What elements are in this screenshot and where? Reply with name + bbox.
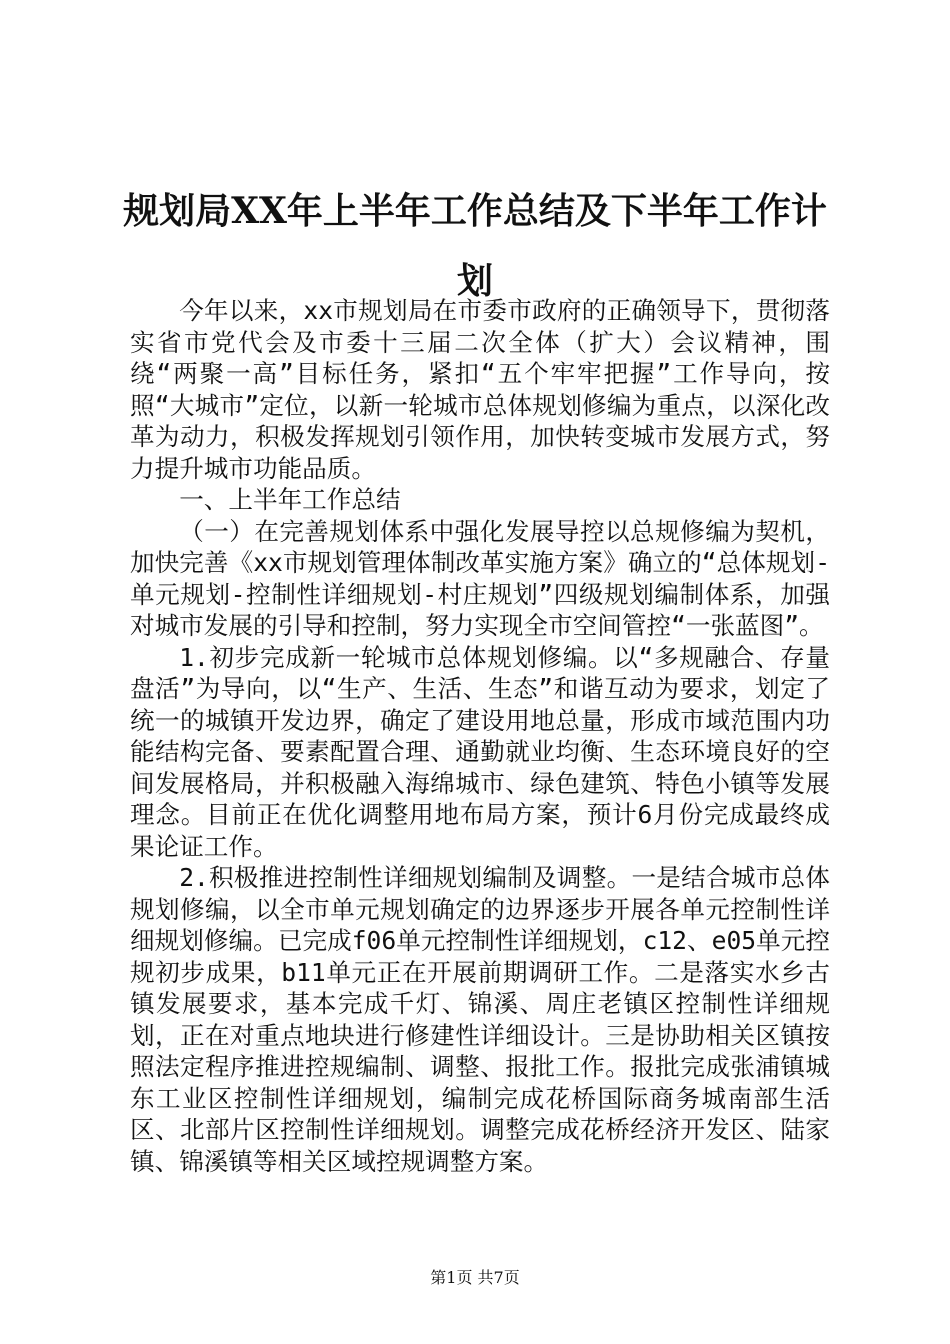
paragraph-intro: 今年以来，xx市规划局在市委市政府的正确领导下，贯彻落实省市党代会及市委十三届二次全体（扩大）会议精神，围绕“两聚一高”目标任务，紧扣“五个牢牢把握”工作导向，按照“大城市”定位，以新一轮城市总体规划修编为重点，以深化改革为动力，积极发挥规划引领作用，加快转变城市发展方式，努力提升城市功能品质。 — [130, 296, 830, 483]
paragraph-subsection-1: （一）在完善规划体系中强化发展导控以总规修编为契机，加快完善《xx市规划管理体制改革实施方案》确立的“总体规划-单元规划-控制性详细规划-村庄规划”四级规划编制体系，加强对城市发展的引导和控制，努力实现全市空间管控“一张蓝图”。 — [130, 516, 830, 640]
document-body — [130, 295, 830, 1177]
document-title: 规划局XX年上半年工作总结及下半年工作计划 — [123, 190, 827, 302]
paragraph-item-2: 2.积极推进控制性详细规划编制及调整。一是结合城市总体规划修编，以全市单元规划确定的边界逐步开展各单元控制性详细规划修编。已完成f06单元控制性详细规划，c12、e05单元控规初步成果，b11单元正在开展前期调研工作。二是落实水乡古镇发展要求，基本完成千灯、锦溪、周庄老镇区控制性详细规划，正在对重点地块进行修建性详细设计。三是协助相关区镇按照法定程序推进控规编制、调整、报批工作。报批完成张浦镇城东工业区控制性详细规划，编制完成花桥国际商务城南部生活区、北部片区控制性详细规划。调整完成花桥经济开发区、陆家镇、锦溪镇等相关区域控规调整方案。 — [130, 863, 830, 1176]
paragraph-item-1: 1.初步完成新一轮城市总体规划修编。以“多规融合、存量盘活”为导向，以“生产、生活、生态”和谐互动为要求，划定了统一的城镇开发边界，确定了建设用地总量，形成市域范围内功能结构完备、要素配置合理、通勤就业均衡、生态环境良好的空间发展格局，并积极融入海绵城市、绿色建筑、特色小镇等发展理念。目前正在优化调整用地布局方案，预计6月份完成最终成果论证工作。 — [130, 642, 830, 861]
section-heading: 一、上半年工作总结 — [179, 485, 401, 514]
page-number-footer: 第1页 共7页 — [430, 1268, 520, 1287]
